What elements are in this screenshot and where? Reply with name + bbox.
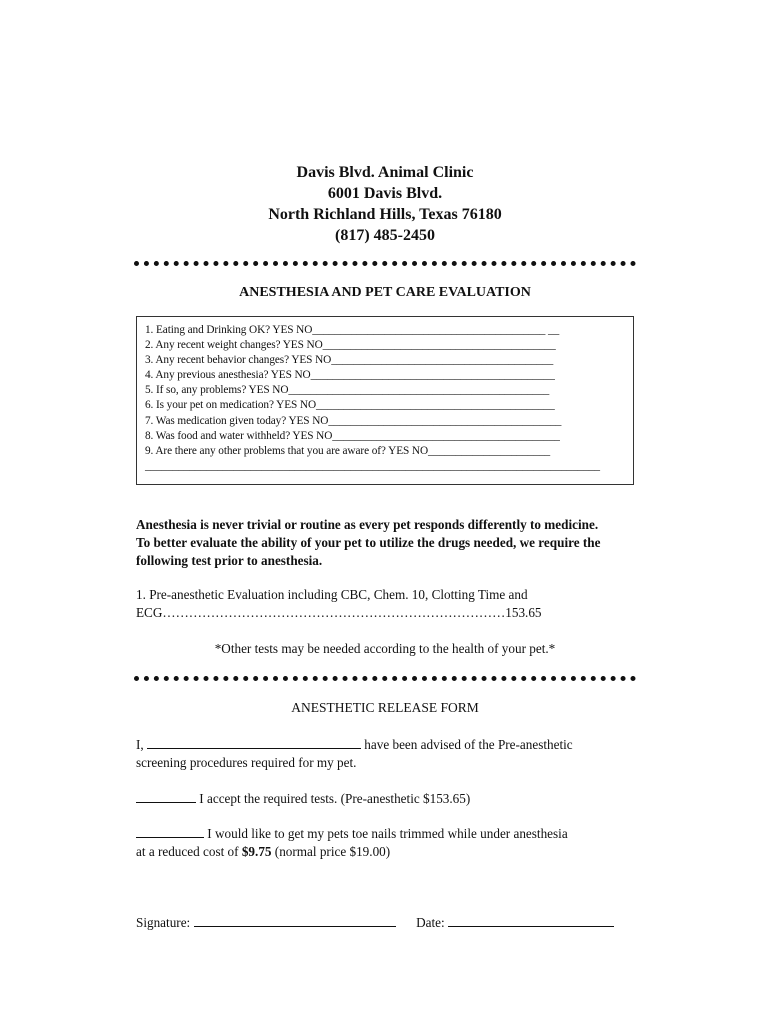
clinic-phone: (817) 485-2450 xyxy=(335,227,435,244)
advised-statement xyxy=(136,735,636,772)
advised-suffix: have been advised of the Pre-anesthetic xyxy=(364,737,573,752)
question-4: 4. Any previous anesthesia? YES NO____________________________________________ xyxy=(145,369,555,382)
signature-label: Signature: xyxy=(136,915,191,930)
nail-trim-price: $9.75 xyxy=(241,844,272,859)
advised-prefix: I, xyxy=(136,737,144,752)
questions-box xyxy=(136,316,634,485)
question-9: 9. Are there any other problems that you are aware of? YES NO______________________ xyxy=(145,444,551,457)
clinic-address: 6001 Davis Blvd. xyxy=(327,185,443,202)
question-8: 8. Was food and water withheld? YES NO_________________________________________ xyxy=(145,429,560,442)
question-5: 5. If so, any problems? YES NO_______________________________________________ xyxy=(145,384,550,397)
accept-tests-text: I accept the required tests. (Pre-anesthetic $153.65) xyxy=(199,791,471,806)
question-extra-line: __________________________________________________________________________________ xyxy=(145,459,600,472)
test-line-1: 1. Pre-anesthetic Evaluation including CBC, Chem. 10, Clotting Time and xyxy=(136,587,528,602)
name-field[interactable] xyxy=(147,735,361,749)
signature-row xyxy=(136,913,636,932)
test-description xyxy=(136,586,636,622)
question-7: 7. Was medication given today? YES NO__________________________________________ xyxy=(145,414,562,427)
clinic-header xyxy=(0,162,770,246)
other-tests-note: *Other tests may be needed according to the health of your pet.* xyxy=(214,641,556,656)
evaluation-title: ANESTHESIA AND PET CARE EVALUATION xyxy=(239,285,531,300)
accept-tests-initial-field[interactable] xyxy=(136,789,196,803)
question-1: 1. Eating and Drinking OK? YES NO__________________________________________ __ xyxy=(145,324,560,336)
advised-line-2: screening procedures required for my pet. xyxy=(136,755,357,770)
nail-trim-cost-prefix: at a reduced cost of xyxy=(136,844,239,859)
date-label: Date: xyxy=(416,915,445,930)
accept-tests-row xyxy=(136,789,636,808)
release-title: ANESTHETIC RELEASE FORM xyxy=(291,700,479,715)
clinic-city: North Richland Hills, Texas 76180 xyxy=(268,206,502,223)
test-line-2: ECG……………………………………………………………………153.65 xyxy=(136,605,542,620)
nail-trim-normal-price: (normal price $19.00) xyxy=(274,844,391,859)
clinic-name: Davis Blvd. Animal Clinic xyxy=(296,164,474,181)
anesthesia-warning: Anesthesia is never trivial or routine as every pet responds differently to medicine. To better evaluate the ability of your pet to utilize the drugs needed, we require the following test prior to anesthesia. xyxy=(136,517,601,568)
signature-field[interactable] xyxy=(194,913,396,927)
dotted-divider-top xyxy=(134,261,636,266)
question-2: 2. Any recent weight changes? YES NO__________________________________________ xyxy=(145,339,556,352)
date-field[interactable] xyxy=(448,913,614,927)
nail-trim-row xyxy=(136,824,636,861)
question-6: 6. Is your pet on medication? YES NO___________________________________________ xyxy=(145,399,555,412)
nail-trim-initial-field[interactable] xyxy=(136,824,204,838)
dotted-divider-bottom xyxy=(134,676,636,681)
nail-trim-text: I would like to get my pets toe nails trimmed while under anesthesia xyxy=(207,826,568,841)
question-3: 3. Any recent behavior changes? YES NO________________________________________ xyxy=(145,354,554,367)
